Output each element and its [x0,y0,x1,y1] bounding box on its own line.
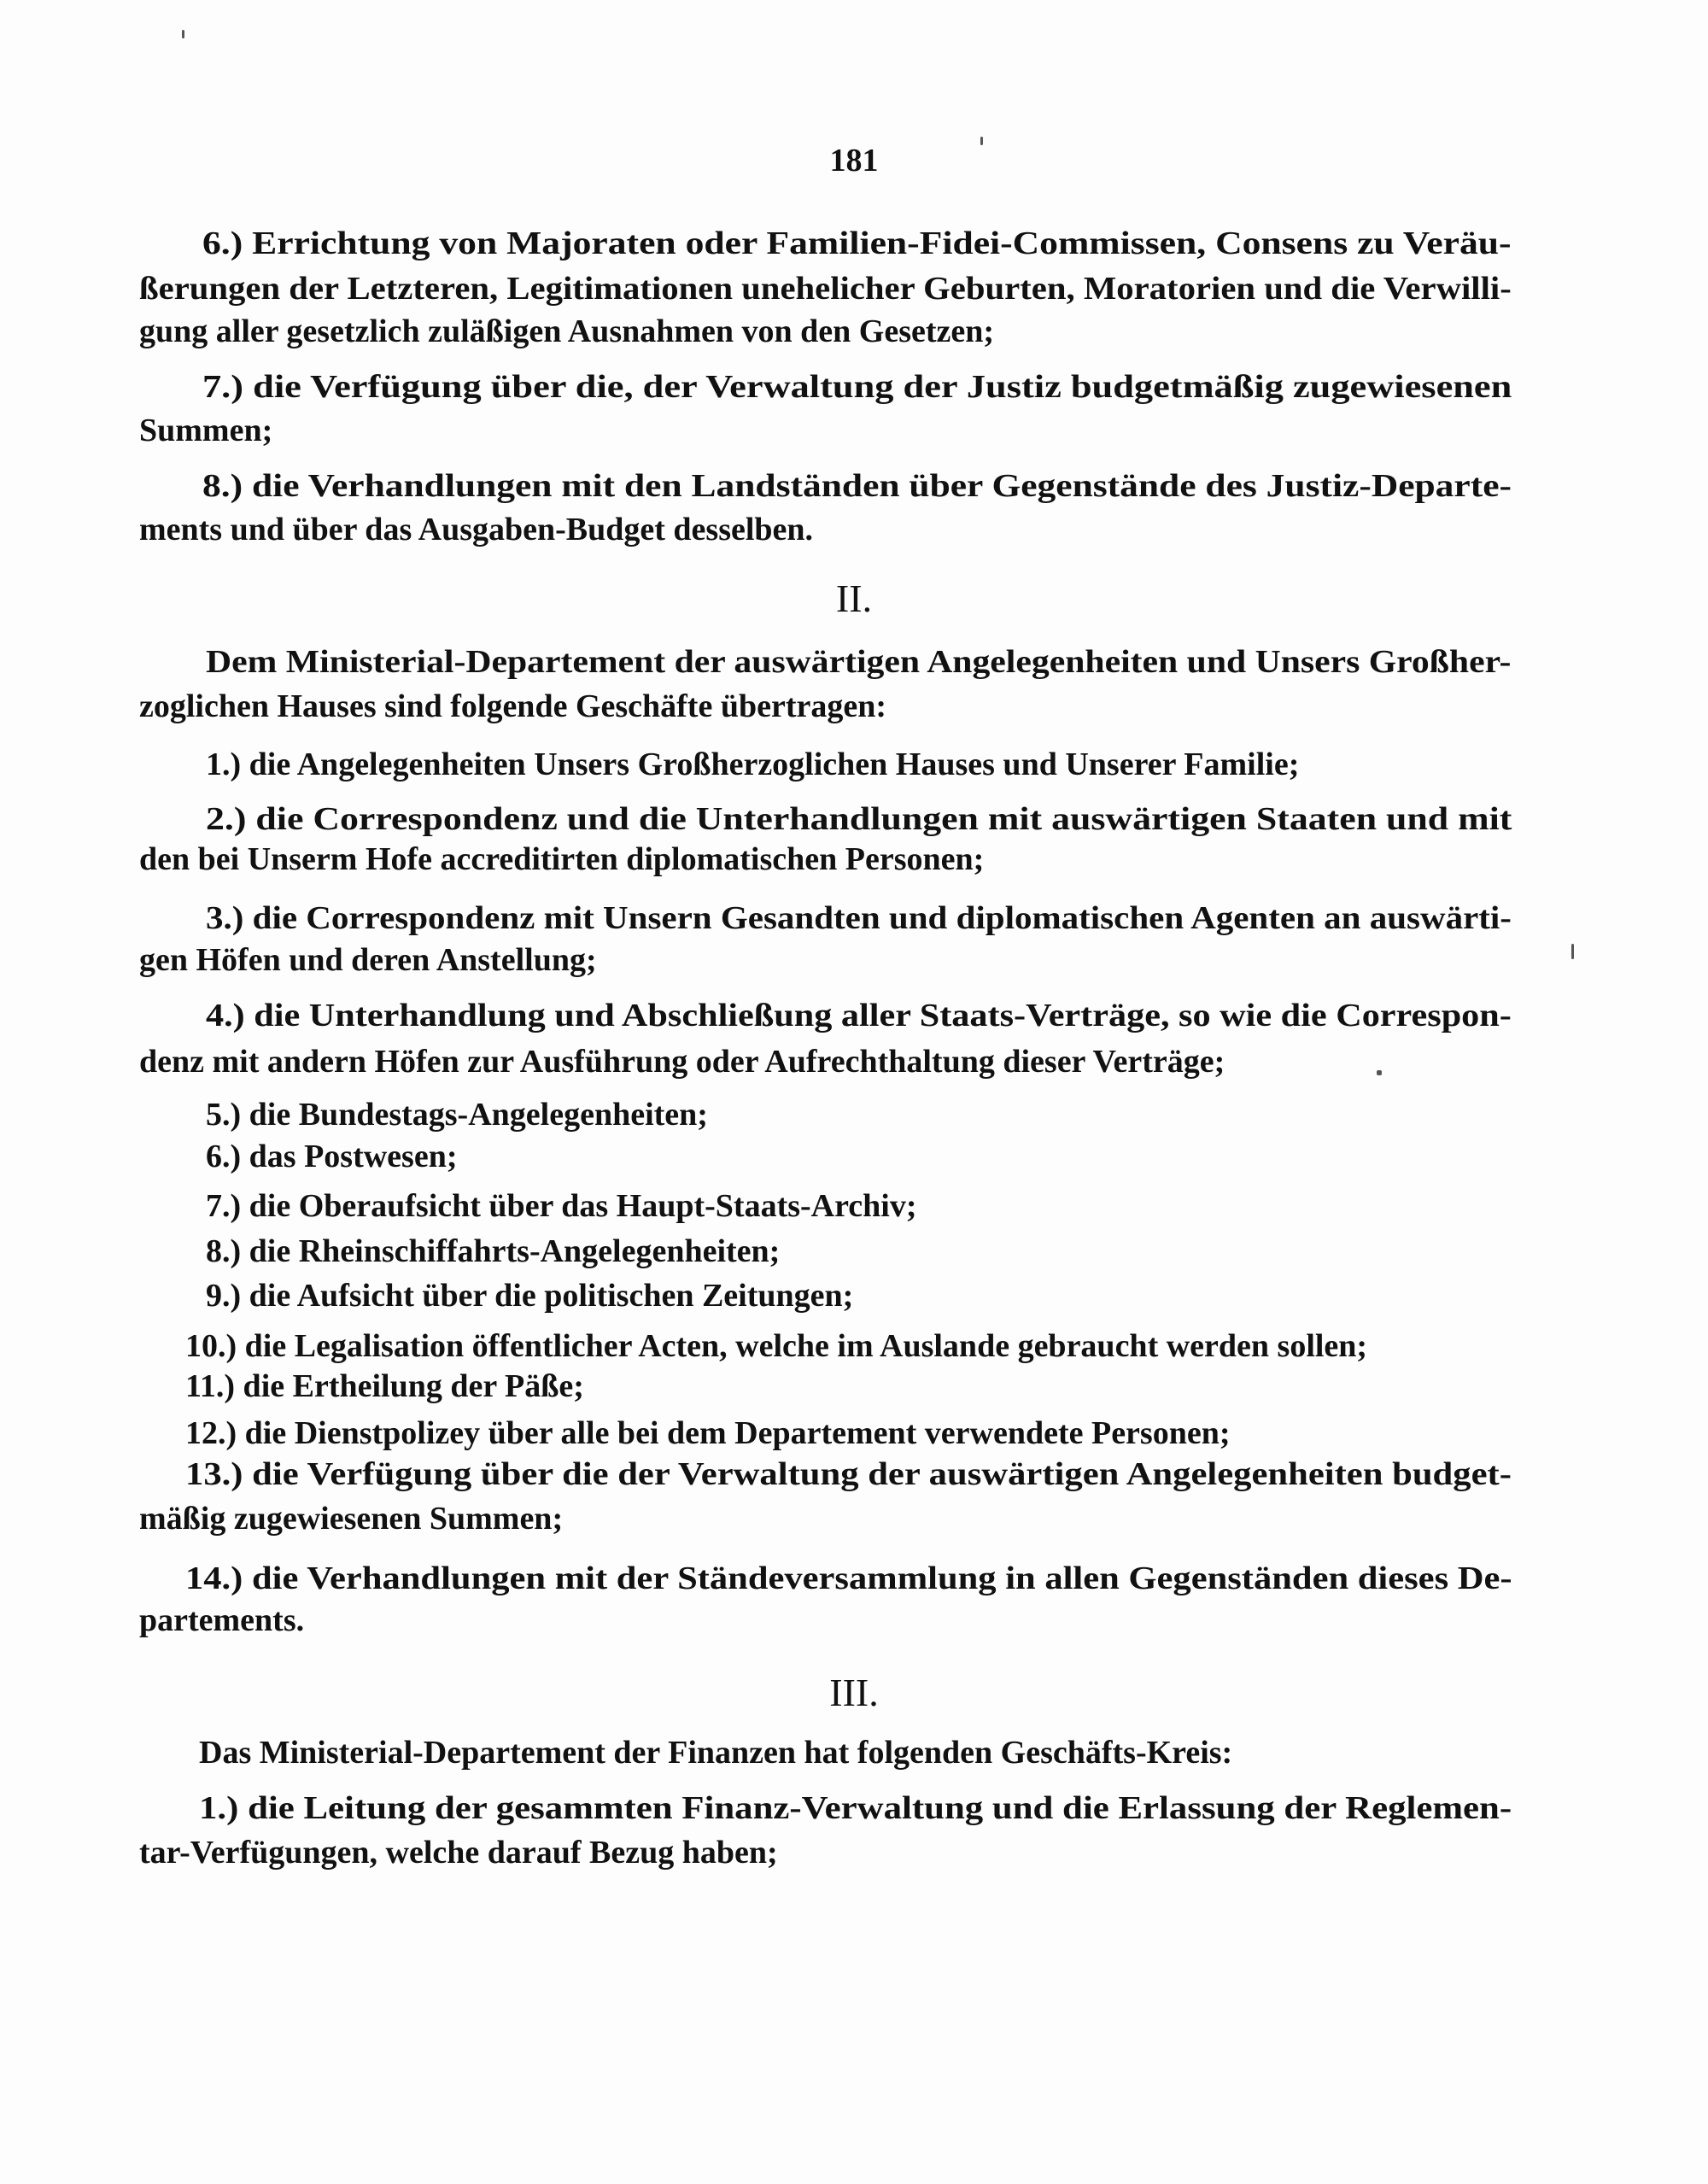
list-item: partements. [139,1602,305,1638]
list-item: 7.) die Oberaufsicht über das Haupt-Staats-Archiv; [206,1188,917,1224]
list-item: den bei Unserm Hofe accreditirten diplomatischen Personen; [139,841,985,877]
list-item: gen Höfen und deren Anstellung; [139,942,597,978]
page-number: 181 [829,143,879,179]
list-item: 5.) die Bundestags-Angelegenheiten; [206,1097,708,1133]
list-item: 8.) die Rheinschiffahrts-Angelegenheiten; [206,1233,781,1269]
list-item: 10.) die Legalisation öffentlicher Acten, welche im Auslande gebraucht werden sollen; [185,1328,1368,1364]
section-II-intro-line: Dem Ministerial-Departement der auswärtigen Angelegenheiten und Unsers Großher- [206,644,1512,680]
list-item: 6.) das Postwesen; [206,1139,458,1174]
item-7-line: 7.) die Verfügung über die, der Verwaltung der Justiz budgetmäßig zugewiesenen [202,369,1512,405]
list-item: 13.) die Verfügung über die der Verwaltung der auswärtigen Angelegenheiten budget- [185,1456,1512,1492]
list-item: 9.) die Aufsicht über die politischen Zeitungen; [206,1278,854,1314]
list-item: 12.) die Dienstpolizey über alle bei dem Departement verwendete Personen; [185,1415,1231,1451]
list-item: 2.) die Correspondenz und die Unterhandlungen mit auswärtigen Staaten und mit [206,801,1512,837]
scan-speck [1377,1070,1382,1075]
item-8-line: ments und über das Ausgaben-Budget desselben. [139,512,814,547]
scan-speck [182,30,184,38]
list-item: mäßig zugewiesenen Summen; [139,1501,564,1537]
section-III-intro: Das Ministerial-Departement der Finanzen hat folgenden Geschäfts-Kreis: [199,1735,1233,1771]
scan-speck [1571,944,1574,959]
list-item: tar-Verfügungen, welche darauf Bezug haben; [139,1835,778,1871]
section-heading-III: III. [829,1671,879,1714]
list-item: denz mit andern Höfen zur Ausführung oder Aufrechthaltung dieser Verträge; [139,1044,1225,1080]
item-6-line: 6.) Errichtung von Majoraten oder Familien-Fidei-Commissen, Consens zu Veräu- [202,225,1512,261]
scan-speck [980,137,983,145]
list-item: 4.) die Unterhandlung und Abschließung aller Staats-Verträge, so wie die Correspon- [206,998,1512,1033]
list-item: 11.) die Ertheilung der Päße; [185,1368,584,1404]
item-6-line: gung aller gesetzlich zuläßigen Ausnahmen von den Gesetzen; [139,313,995,349]
list-item: 1.) die Leitung der gesammten Finanz-Verwaltung und die Erlassung der Reglemen- [199,1790,1512,1826]
item-6-line: ßerungen der Letzteren, Legitimationen unehelicher Geburten, Moratorien und die Verwilli- [139,271,1512,307]
item-8-line: 8.) die Verhandlungen mit den Landständen über Gegenstände des Justiz-Departe- [202,468,1512,504]
item-7-line: Summen; [139,413,273,448]
section-heading-II: II. [835,577,873,620]
section-II-intro-line: zoglichen Hauses sind folgende Geschäfte übertragen: [139,688,887,724]
list-item: 3.) die Correspondenz mit Unsern Gesandten und diplomatischen Agenten an auswärti- [206,900,1512,936]
list-item: 14.) die Verhandlungen mit der Ständeversammlung in allen Gegenständen dieses De- [185,1560,1512,1596]
list-item: 1.) die Angelegenheiten Unsers Großherzoglichen Hauses und Unserer Familie; [206,747,1300,782]
